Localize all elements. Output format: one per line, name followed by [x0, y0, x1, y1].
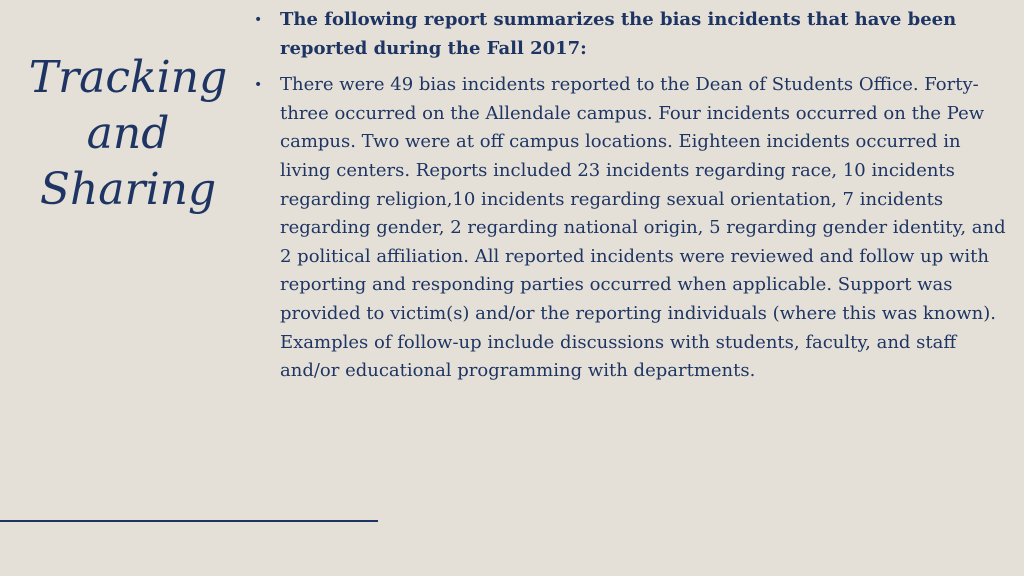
bullet-marker: •	[254, 77, 263, 94]
slide-title	[18, 50, 238, 218]
slide-title-line: and	[86, 108, 170, 159]
bullet-item-intro	[254, 6, 1010, 63]
bullet-text: There were 49 bias incidents reported to the Dean of Students Office. Forty-three occurred on the Allendale campus. Four incidents occurred on the Pew campus. Two were at off campus locations. Eighteen incidents occurred in living centers. Reports included 23 incidents regarding race, 10 incidents regarding religion,10 incidents regarding sexual orientation, 7 incidents regarding gender, 2 regarding national origin, 5 regarding gender identity, and 2 political affiliation. All reported incidents were reviewed and follow up with reporting and responding parties occurred when applicable. Support was provided to victim(s) and/or the reporting individuals (where this was known). Examples of follow-up include discussions with students, faculty, and staff and/or educational programming with departments.	[280, 74, 1006, 382]
bullet-text: The following report summarizes the bias incidents that have been reported during the Fall 2017:	[280, 9, 957, 59]
slide-title-line: Sharing	[39, 164, 217, 215]
bullet-item-summary	[254, 71, 1010, 386]
bottom-divider	[0, 520, 378, 522]
bullet-list	[254, 6, 1010, 386]
slide-title-line: Tracking	[28, 52, 228, 103]
bullet-marker: •	[254, 12, 263, 28]
